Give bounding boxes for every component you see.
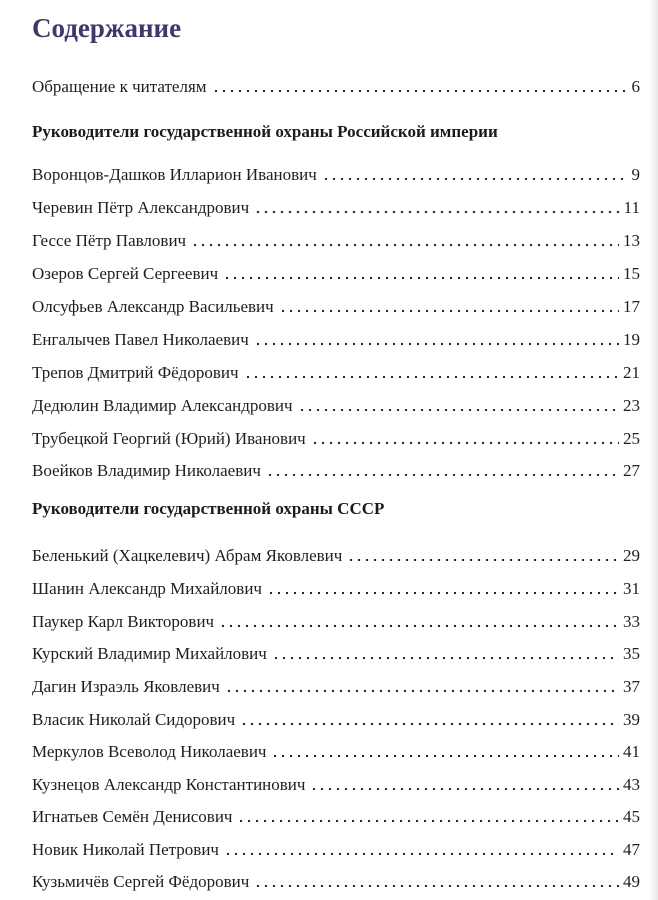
toc-entry[interactable] [32, 362, 640, 384]
toc-entry-page: 15 [623, 264, 640, 283]
toc-entry[interactable] [32, 774, 640, 796]
dot-leader [279, 309, 619, 313]
dot-leader [191, 243, 619, 247]
toc-entry[interactable] [32, 709, 640, 731]
toc-entry-title: Дедюлин Владимир Александрович [32, 396, 293, 415]
section-heading-empire: Руководители государственной охраны Российской империи [32, 122, 498, 141]
toc-entry-page: 39 [623, 710, 640, 729]
toc-entry[interactable] [32, 230, 640, 252]
dot-leader [254, 342, 619, 346]
page-spine-shadow [648, 0, 658, 900]
toc-entry-page: 37 [623, 677, 640, 696]
dot-leader [266, 473, 619, 477]
toc-entry[interactable] [32, 676, 640, 698]
dot-leader [219, 624, 619, 628]
dot-leader [237, 819, 619, 823]
toc-entry-title: Паукер Карл Викторович [32, 612, 215, 631]
toc-entry-title: Новик Николай Петрович [32, 840, 219, 859]
toc-entry-page: 6 [631, 77, 640, 96]
toc-entry-page: 33 [623, 612, 640, 631]
dot-leader [311, 441, 619, 445]
toc-entry[interactable] [32, 197, 640, 219]
toc-entry-page: 11 [623, 198, 640, 217]
toc-entry[interactable] [32, 806, 640, 828]
toc-entry[interactable] [32, 395, 640, 417]
toc-entry-page: 19 [623, 330, 640, 349]
toc-entry-title: Кузнецов Александр Константинович [32, 775, 306, 794]
toc-entry[interactable] [32, 329, 640, 351]
toc-entry-title: Воронцов-Дашков Илларион Иванович [32, 165, 317, 184]
dot-leader [240, 722, 619, 726]
dot-leader [322, 177, 628, 181]
dot-leader [224, 852, 619, 856]
toc-entry-title: Енгалычев Павел Николаевич [32, 330, 249, 349]
dot-leader [272, 656, 619, 660]
toc-entry-page: 35 [623, 644, 640, 663]
toc-entry-page: 9 [631, 165, 640, 184]
toc-entry-page: 41 [623, 742, 640, 761]
toc-entry[interactable] [32, 839, 640, 861]
toc-entry-title: Черевин Пётр Александрович [32, 198, 250, 217]
dot-leader [223, 276, 619, 280]
toc-entry-title: Гессе Пётр Павлович [32, 231, 187, 250]
toc-entry-title: Воейков Владимир Николаевич [32, 461, 261, 480]
dot-leader [310, 787, 619, 791]
toc-entry-page: 43 [623, 775, 640, 794]
dot-leader [212, 89, 628, 93]
dot-leader [254, 884, 619, 888]
toc-entry-title: Олсуфьев Александр Васильевич [32, 297, 274, 316]
toc-entry-title: Трепов Дмитрий Фёдорович [32, 363, 239, 382]
toc-entry[interactable] [32, 545, 640, 567]
toc-entry-title: Шанин Александр Михайлович [32, 579, 262, 598]
toc-entry[interactable] [32, 578, 640, 600]
section-heading-ussr: Руководители государственной охраны СССР [32, 499, 385, 518]
toc-entry-title: Обращение к читателям [32, 77, 207, 96]
dot-leader [254, 210, 619, 214]
toc-entry-title: Дагин Израэль Яковлевич [32, 677, 220, 696]
toc-entry[interactable] [32, 428, 640, 450]
dot-leader [225, 689, 619, 693]
toc-entry-title: Кузьмичёв Сергей Фёдорович [32, 872, 250, 891]
toc-entry-page: 25 [623, 429, 640, 448]
toc-entry[interactable] [32, 460, 640, 482]
toc-entry-page: 47 [623, 840, 640, 859]
toc-entry-page: 45 [623, 807, 640, 826]
toc-entry-page: 13 [623, 231, 640, 250]
toc-entry-page: 17 [623, 297, 640, 316]
toc-entry[interactable] [32, 611, 640, 633]
toc-entry-page: 49 [623, 872, 640, 891]
toc-entry[interactable] [32, 296, 640, 318]
toc-entry-title: Меркулов Всеволод Николаевич [32, 742, 267, 761]
dot-leader [298, 408, 619, 412]
toc-title: Содержание [32, 13, 182, 43]
toc-entry-title: Беленький (Хацкелевич) Абрам Яковлевич [32, 546, 343, 565]
toc-entry-page: 27 [623, 461, 640, 480]
toc-entry[interactable] [32, 741, 640, 763]
toc-entry-page: 29 [623, 546, 640, 565]
toc-entry-title: Игнатьев Семён Денисович [32, 807, 233, 826]
toc-entry-intro[interactable] [32, 76, 640, 98]
toc-entry[interactable] [32, 164, 640, 186]
toc-entry-page: 23 [623, 396, 640, 415]
toc-entry-page: 21 [623, 363, 640, 382]
toc-entry-title: Трубецкой Георгий (Юрий) Иванович [32, 429, 306, 448]
toc-entry-title: Озеров Сергей Сергеевич [32, 264, 219, 283]
toc-entry-title: Курский Владимир Михайлович [32, 644, 267, 663]
toc-entry-page: 31 [623, 579, 640, 598]
dot-leader [267, 591, 619, 595]
toc-entry[interactable] [32, 263, 640, 285]
toc-entry[interactable] [32, 871, 640, 893]
dot-leader [244, 375, 620, 379]
toc-entry-title: Власик Николай Сидорович [32, 710, 236, 729]
dot-leader [347, 558, 619, 562]
toc-entry[interactable] [32, 643, 640, 665]
dot-leader [271, 754, 619, 758]
